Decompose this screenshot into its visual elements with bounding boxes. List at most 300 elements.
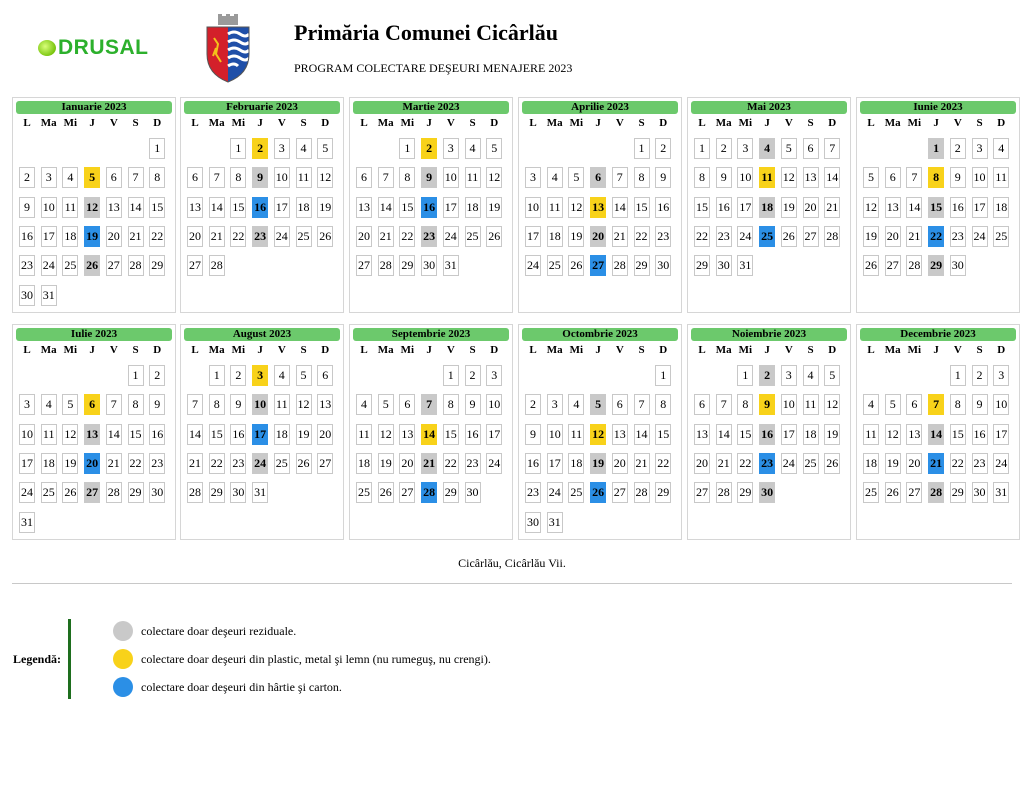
day-cell: 10 (781, 394, 797, 415)
weekday-header: L (360, 344, 368, 356)
day-cell: 30 (421, 255, 437, 276)
weekday-header: D (490, 117, 499, 129)
weekday-header: J (595, 344, 601, 356)
weekday-header: V (615, 117, 624, 129)
day-cell: 29 (950, 482, 966, 503)
day-cell: 24 (252, 453, 268, 474)
weekday-header: J (933, 117, 939, 129)
day-cell: 26 (62, 482, 78, 503)
day-cell: 24 (443, 226, 459, 247)
day-cell: 12 (568, 197, 584, 218)
weekday-header: D (659, 344, 668, 356)
month-title: Mai 2023 (691, 101, 847, 114)
day-cell: 13 (399, 424, 415, 445)
day-cell: 28 (612, 255, 628, 276)
day-cell: 7 (209, 167, 225, 188)
weekday-header: Mi (569, 117, 584, 129)
weekday-header: V (109, 344, 118, 356)
day-cell: 5 (296, 365, 312, 386)
day-cell: 3 (547, 394, 563, 415)
day-cell: 1 (950, 365, 966, 386)
day-cell: 5 (824, 365, 840, 386)
month-calendar (12, 97, 176, 313)
day-cell: 24 (41, 255, 57, 276)
weekday-header: S (638, 117, 645, 129)
weekday-header: Mi (400, 117, 415, 129)
day-cell: 14 (928, 424, 944, 445)
day-cell: 15 (737, 424, 753, 445)
day-cell: 20 (106, 226, 122, 247)
day-cell: 6 (906, 394, 922, 415)
day-cell: 8 (149, 167, 165, 188)
day-cell: 12 (863, 197, 879, 218)
day-cell: 25 (759, 226, 775, 247)
day-cell: 5 (863, 167, 879, 188)
day-cell: 27 (356, 255, 372, 276)
day-cell: 22 (928, 226, 944, 247)
day-cell: 23 (759, 453, 775, 474)
weekday-header: J (426, 117, 432, 129)
day-cell: 24 (781, 453, 797, 474)
day-cell: 1 (928, 138, 944, 159)
weekday-header: S (638, 344, 645, 356)
divider (12, 583, 1012, 584)
day-cell: 16 (972, 424, 988, 445)
day-cell: 27 (803, 226, 819, 247)
month-title: Octombrie 2023 (522, 328, 678, 341)
day-cell: 12 (486, 167, 502, 188)
weekday-header: D (828, 344, 837, 356)
month-title: Ianuarie 2023 (16, 101, 172, 114)
day-cell: 25 (274, 453, 290, 474)
day-cell: 20 (84, 453, 100, 474)
day-cell: 29 (928, 255, 944, 276)
day-cell: 19 (296, 424, 312, 445)
day-cell: 9 (465, 394, 481, 415)
day-cell: 11 (296, 167, 312, 188)
day-cell: 4 (274, 365, 290, 386)
day-cell: 18 (803, 424, 819, 445)
day-cell: 21 (634, 453, 650, 474)
weekday-header: S (300, 117, 307, 129)
day-cell: 28 (209, 255, 225, 276)
day-cell: 13 (906, 424, 922, 445)
day-cell: 18 (568, 453, 584, 474)
day-cell: 12 (781, 167, 797, 188)
weekday-header: L (191, 344, 199, 356)
day-cell: 16 (716, 197, 732, 218)
day-cell: 16 (525, 453, 541, 474)
weekday-header: S (469, 344, 476, 356)
day-cell: 21 (378, 226, 394, 247)
day-cell: 20 (694, 453, 710, 474)
day-cell: 16 (950, 197, 966, 218)
day-cell: 12 (824, 394, 840, 415)
month-title: Iunie 2023 (860, 101, 1016, 114)
day-cell: 16 (19, 226, 35, 247)
day-cell: 12 (885, 424, 901, 445)
day-cell: 23 (655, 226, 671, 247)
day-cell: 6 (356, 167, 372, 188)
month-calendar (856, 324, 1020, 540)
day-cell: 30 (465, 482, 481, 503)
day-cell: 30 (149, 482, 165, 503)
day-cell: 21 (187, 453, 203, 474)
day-cell: 3 (19, 394, 35, 415)
weekday-header: L (867, 117, 875, 129)
day-cell: 8 (928, 167, 944, 188)
day-cell: 26 (863, 255, 879, 276)
day-cell: 22 (655, 453, 671, 474)
weekday-header: Mi (400, 344, 415, 356)
day-cell: 7 (928, 394, 944, 415)
day-cell: 10 (486, 394, 502, 415)
day-cell: 31 (737, 255, 753, 276)
day-cell: 5 (486, 138, 502, 159)
day-cell: 28 (634, 482, 650, 503)
month-calendar (687, 97, 851, 313)
day-cell: 14 (716, 424, 732, 445)
day-cell: 1 (694, 138, 710, 159)
page-title: Primăria Comunei Cicârlău (294, 20, 558, 45)
weekday-header: V (615, 344, 624, 356)
day-cell: 11 (568, 424, 584, 445)
day-cell: 19 (590, 453, 606, 474)
month-calendar (12, 324, 176, 540)
day-cell: 30 (655, 255, 671, 276)
day-cell: 30 (972, 482, 988, 503)
day-cell: 18 (41, 453, 57, 474)
day-cell: 3 (737, 138, 753, 159)
day-cell: 2 (252, 138, 268, 159)
day-cell: 28 (128, 255, 144, 276)
weekday-header: J (764, 344, 770, 356)
month-calendar (687, 324, 851, 540)
day-cell: 17 (486, 424, 502, 445)
day-cell: 31 (993, 482, 1009, 503)
day-cell: 25 (568, 482, 584, 503)
weekday-header: S (132, 117, 139, 129)
day-cell: 18 (356, 453, 372, 474)
day-cell: 24 (737, 226, 753, 247)
day-cell: 4 (465, 138, 481, 159)
day-cell: 13 (84, 424, 100, 445)
day-cell: 25 (62, 255, 78, 276)
weekday-header: V (784, 117, 793, 129)
day-cell: 7 (421, 394, 437, 415)
day-cell: 27 (885, 255, 901, 276)
day-cell: 8 (950, 394, 966, 415)
weekday-header: Mi (907, 117, 922, 129)
day-cell: 5 (378, 394, 394, 415)
weekday-header: Mi (738, 117, 753, 129)
legend-text: colectare doar deşeuri din plastic, metal şi lemn (nu rumeguş, nu crengi). (141, 651, 491, 666)
day-cell: 18 (296, 197, 312, 218)
day-cell: 30 (230, 482, 246, 503)
day-cell: 29 (128, 482, 144, 503)
day-cell: 14 (824, 167, 840, 188)
weekday-header: L (867, 344, 875, 356)
day-cell: 23 (950, 226, 966, 247)
day-cell: 4 (863, 394, 879, 415)
page-subtitle: PROGRAM COLECTARE DEŞEURI MENAJERE 2023 (294, 61, 573, 75)
day-cell: 23 (149, 453, 165, 474)
weekday-header: L (698, 117, 706, 129)
day-cell: 4 (62, 167, 78, 188)
day-cell: 20 (906, 453, 922, 474)
day-cell: 10 (993, 394, 1009, 415)
day-cell: 26 (317, 226, 333, 247)
weekday-header: Ma (546, 344, 563, 356)
day-cell: 6 (317, 365, 333, 386)
day-cell: 8 (399, 167, 415, 188)
weekday-header: Ma (208, 344, 225, 356)
day-cell: 11 (993, 167, 1009, 188)
day-cell: 28 (378, 255, 394, 276)
day-cell: 13 (885, 197, 901, 218)
day-cell: 18 (863, 453, 879, 474)
drusal-logo (38, 36, 149, 60)
month-calendar (349, 97, 513, 313)
day-cell: 24 (274, 226, 290, 247)
weekday-header: V (446, 344, 455, 356)
day-cell: 2 (655, 138, 671, 159)
day-cell: 22 (230, 226, 246, 247)
day-cell: 25 (296, 226, 312, 247)
weekday-header: Mi (63, 117, 78, 129)
weekday-header: D (997, 344, 1006, 356)
weekday-header: V (953, 344, 962, 356)
day-cell: 25 (803, 453, 819, 474)
day-cell: 22 (634, 226, 650, 247)
day-cell: 29 (634, 255, 650, 276)
weekday-header: V (446, 117, 455, 129)
day-cell: 27 (106, 255, 122, 276)
day-cell: 17 (993, 424, 1009, 445)
day-cell: 8 (230, 167, 246, 188)
day-cell: 14 (612, 197, 628, 218)
day-cell: 9 (19, 197, 35, 218)
day-cell: 28 (824, 226, 840, 247)
weekday-header: Ma (715, 117, 732, 129)
day-cell: 15 (634, 197, 650, 218)
weekday-header: L (23, 117, 31, 129)
day-cell: 22 (737, 453, 753, 474)
day-cell: 14 (421, 424, 437, 445)
day-cell: 5 (84, 167, 100, 188)
day-cell: 2 (465, 365, 481, 386)
day-cell: 14 (106, 424, 122, 445)
day-cell: 20 (317, 424, 333, 445)
day-cell: 14 (634, 424, 650, 445)
legend-bar (68, 619, 71, 699)
day-cell: 13 (694, 424, 710, 445)
month-title: Septembrie 2023 (353, 328, 509, 341)
day-cell: 9 (149, 394, 165, 415)
day-cell: 3 (781, 365, 797, 386)
day-cell: 7 (634, 394, 650, 415)
day-cell: 18 (547, 226, 563, 247)
day-cell: 2 (19, 167, 35, 188)
day-cell: 29 (694, 255, 710, 276)
day-cell: 15 (694, 197, 710, 218)
weekday-header: Ma (715, 344, 732, 356)
day-cell: 14 (209, 197, 225, 218)
day-cell: 2 (950, 138, 966, 159)
day-cell: 15 (399, 197, 415, 218)
day-cell: 29 (209, 482, 225, 503)
day-cell: 22 (950, 453, 966, 474)
day-cell: 30 (19, 285, 35, 306)
day-cell: 28 (187, 482, 203, 503)
day-cell: 5 (590, 394, 606, 415)
day-cell: 5 (781, 138, 797, 159)
weekday-header: S (300, 344, 307, 356)
day-cell: 18 (465, 197, 481, 218)
day-cell: 10 (443, 167, 459, 188)
day-cell: 19 (62, 453, 78, 474)
day-cell: 25 (465, 226, 481, 247)
month-calendar (856, 97, 1020, 313)
day-cell: 27 (399, 482, 415, 503)
day-cell: 21 (612, 226, 628, 247)
day-cell: 7 (106, 394, 122, 415)
day-cell: 8 (209, 394, 225, 415)
day-cell: 18 (993, 197, 1009, 218)
weekday-header: Ma (40, 344, 57, 356)
day-cell: 28 (928, 482, 944, 503)
day-cell: 17 (41, 226, 57, 247)
weekday-header: L (529, 344, 537, 356)
weekday-header: Mi (907, 344, 922, 356)
day-cell: 28 (906, 255, 922, 276)
day-cell: 11 (803, 394, 819, 415)
day-cell: 20 (399, 453, 415, 474)
day-cell: 23 (421, 226, 437, 247)
day-cell: 2 (149, 365, 165, 386)
weekday-header: S (807, 344, 814, 356)
day-cell: 17 (737, 197, 753, 218)
day-cell: 13 (317, 394, 333, 415)
day-cell: 11 (863, 424, 879, 445)
day-cell: 28 (421, 482, 437, 503)
weekday-header: J (257, 117, 263, 129)
day-cell: 1 (443, 365, 459, 386)
day-cell: 13 (356, 197, 372, 218)
day-cell: 7 (128, 167, 144, 188)
day-cell: 27 (694, 482, 710, 503)
day-cell: 3 (252, 365, 268, 386)
day-cell: 2 (972, 365, 988, 386)
weekday-header: Ma (208, 117, 225, 129)
weekday-header: Mi (231, 344, 246, 356)
day-cell: 27 (612, 482, 628, 503)
day-cell: 25 (863, 482, 879, 503)
day-cell: 18 (274, 424, 290, 445)
day-cell: 22 (443, 453, 459, 474)
day-cell: 21 (421, 453, 437, 474)
weekday-header: D (659, 117, 668, 129)
weekday-header: Ma (40, 117, 57, 129)
day-cell: 16 (252, 197, 268, 218)
day-cell: 21 (209, 226, 225, 247)
day-cell: 30 (716, 255, 732, 276)
weekday-header: L (360, 117, 368, 129)
day-cell: 17 (781, 424, 797, 445)
day-cell: 19 (824, 424, 840, 445)
day-cell: 16 (230, 424, 246, 445)
day-cell: 13 (106, 197, 122, 218)
day-cell: 17 (19, 453, 35, 474)
legend-label: Legendă: (13, 652, 61, 666)
day-cell: 6 (612, 394, 628, 415)
day-cell: 6 (84, 394, 100, 415)
day-cell: 6 (106, 167, 122, 188)
day-cell: 11 (41, 424, 57, 445)
day-cell: 5 (568, 167, 584, 188)
day-cell: 30 (525, 512, 541, 533)
day-cell: 24 (19, 482, 35, 503)
day-cell: 25 (993, 226, 1009, 247)
day-cell: 9 (759, 394, 775, 415)
day-cell: 21 (928, 453, 944, 474)
day-cell: 6 (803, 138, 819, 159)
day-cell: 27 (187, 255, 203, 276)
day-cell: 6 (590, 167, 606, 188)
weekday-header: L (698, 344, 706, 356)
day-cell: 9 (421, 167, 437, 188)
weekday-header: J (595, 117, 601, 129)
day-cell: 12 (317, 167, 333, 188)
day-cell: 14 (128, 197, 144, 218)
day-cell: 16 (655, 197, 671, 218)
day-cell: 7 (612, 167, 628, 188)
weekday-header: J (426, 344, 432, 356)
weekday-header: Mi (738, 344, 753, 356)
day-cell: 17 (547, 453, 563, 474)
day-cell: 8 (443, 394, 459, 415)
day-cell: 22 (399, 226, 415, 247)
day-cell: 11 (274, 394, 290, 415)
weekday-header: V (784, 344, 793, 356)
day-cell: 1 (128, 365, 144, 386)
day-cell: 7 (906, 167, 922, 188)
weekday-header: L (23, 344, 31, 356)
day-cell: 19 (378, 453, 394, 474)
logo-bubble-icon (38, 40, 56, 56)
day-cell: 29 (149, 255, 165, 276)
weekday-header: J (89, 344, 95, 356)
day-cell: 1 (737, 365, 753, 386)
weekday-header: J (764, 117, 770, 129)
day-cell: 9 (525, 424, 541, 445)
day-cell: 4 (803, 365, 819, 386)
weekday-header: D (153, 344, 162, 356)
day-cell: 16 (421, 197, 437, 218)
day-cell: 14 (187, 424, 203, 445)
day-cell: 29 (399, 255, 415, 276)
day-cell: 19 (317, 197, 333, 218)
day-cell: 11 (547, 197, 563, 218)
weekday-header: D (321, 117, 330, 129)
day-cell: 12 (62, 424, 78, 445)
day-cell: 2 (525, 394, 541, 415)
legend-text: colectare doar deşeuri din hârtie şi carton. (141, 679, 342, 694)
day-cell: 24 (547, 482, 563, 503)
day-cell: 19 (84, 226, 100, 247)
day-cell: 7 (187, 394, 203, 415)
day-cell: 15 (128, 424, 144, 445)
